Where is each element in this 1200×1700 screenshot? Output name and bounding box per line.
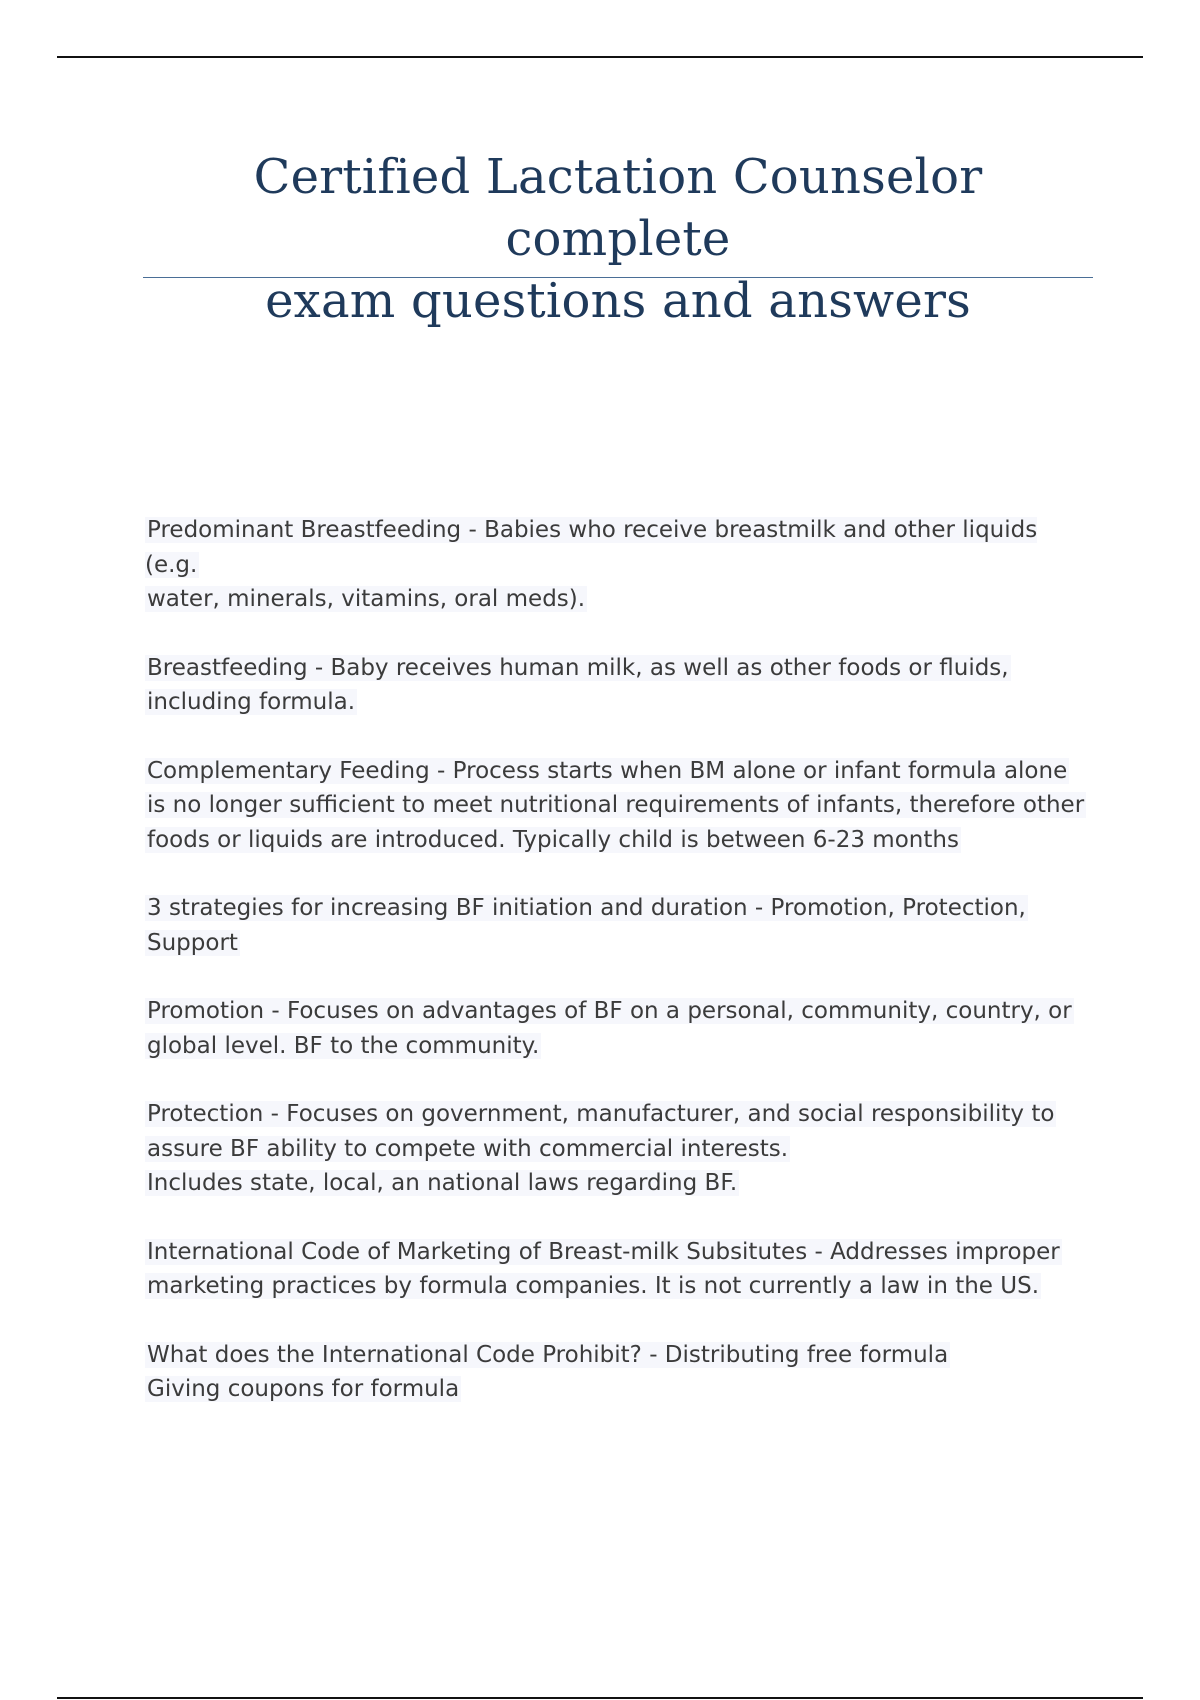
document-title xyxy=(143,146,1093,332)
qa-line: marketing practices by formula companies. It is not currently a law in the US. xyxy=(147,1273,1040,1299)
qa-line: Includes state, local, an national laws regarding BF. xyxy=(147,1170,738,1196)
page-top-rule xyxy=(57,56,1143,58)
qa-line: water, minerals, vitamins, oral meds). xyxy=(147,586,586,612)
qa-entry xyxy=(145,994,1090,1063)
qa-line: International Code of Marketing of Breast-milk Subsitutes - Addresses improper xyxy=(147,1238,1060,1265)
qa-line: Protection - Focuses on government, manufacturer, and social responsibility to xyxy=(147,1101,1055,1127)
qa-line: foods or liquids are introduced. Typically child is between 6-23 months xyxy=(147,826,959,853)
qa-line: Promotion - Focuses on advantages of BF on a personal, community, country, or xyxy=(147,998,1072,1024)
qa-entry xyxy=(145,1338,1090,1407)
title-block xyxy=(143,146,1093,332)
qa-line: 3 strategies for increasing BF initiation and duration - Promotion, Protection, xyxy=(147,895,1026,921)
page-bottom-rule xyxy=(57,1697,1143,1699)
qa-entry xyxy=(145,1235,1090,1304)
qa-line: Breastfeeding - Baby receives human milk, as well as other foods or fluids, xyxy=(147,654,1009,681)
qa-entry xyxy=(145,1097,1090,1201)
document-title-line-2: exam questions and answers xyxy=(265,273,971,329)
qa-list xyxy=(145,513,1090,1441)
qa-line: Complementary Feeding - Process starts when BM alone or infant formula alone xyxy=(147,757,1068,784)
qa-entry xyxy=(145,891,1090,960)
qa-entry xyxy=(145,651,1090,720)
qa-line: is no longer sufficient to meet nutritional requirements of infants, therefore other xyxy=(147,792,1085,818)
qa-line: What does the International Code Prohibit? - Distributing free formula xyxy=(147,1341,949,1368)
qa-line: assure BF ability to compete with commercial interests. xyxy=(147,1135,789,1162)
document-title-line-1: Certified Lactation Counselor complete xyxy=(253,149,983,267)
qa-line: global level. BF to the community. xyxy=(147,1032,540,1059)
qa-entry xyxy=(145,513,1090,617)
qa-line: Predominant Breastfeeding - Babies who receive breastmilk and other liquids (e.g. xyxy=(145,517,1038,578)
qa-line: Giving coupons for formula xyxy=(147,1376,460,1402)
qa-entry xyxy=(145,754,1090,858)
qa-line: Support xyxy=(147,929,238,956)
qa-line: including formula. xyxy=(147,689,356,715)
title-underline xyxy=(143,277,1093,278)
